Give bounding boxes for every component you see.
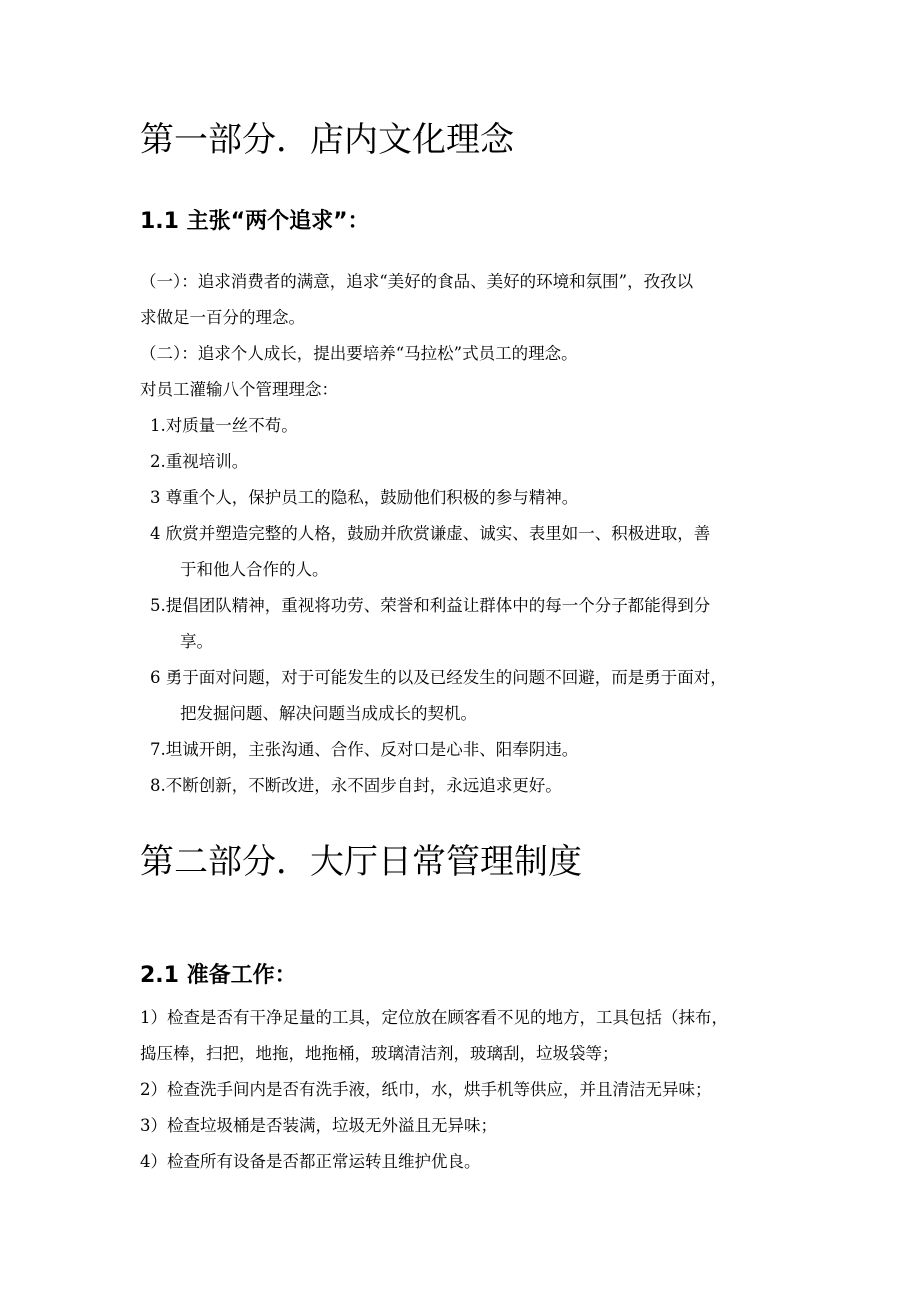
principle-item-5-cont: 享。 xyxy=(180,632,213,651)
paragraph-pursuit-1: （一）：追求消费者的满意，追求“美好的食品、美好的环境和氛围”，孜孜以 xyxy=(140,272,694,291)
principle-item-6-cont: 把发掘问题、解决问题当成成长的契机。 xyxy=(180,704,477,723)
principle-item-6: 6 勇于面对问题，对于可能发生的以及已经发生的问题不回避，而是勇于面对， xyxy=(150,668,727,687)
section-2-title: 第二部分．大厅日常管理制度 xyxy=(140,842,582,882)
principle-item-7: 7.坦诚开朗，主张沟通、合作、反对口是心非、阳奉阴违。 xyxy=(150,740,579,759)
prep-item-1: 1）检查是否有干净足量的工具，定位放在顾客看不见的地方，工具包括（抹布， xyxy=(140,1008,728,1027)
prep-item-4: 4）检查所有设备是否都正常运转且维护优良。 xyxy=(140,1152,481,1171)
prep-item-3: 3）检查垃圾桶是否装满，垃圾无外溢且无异味； xyxy=(140,1116,497,1135)
paragraph-pursuit-1-cont: 求做足一百分的理念。 xyxy=(140,308,305,327)
paragraph-eight-principles-intro: 对员工灌输八个管理理念： xyxy=(140,380,338,399)
section-1-title: 第一部分．店内文化理念 xyxy=(140,120,514,160)
paragraph-pursuit-2: （二）：追求个人成长，提出要培养“马拉松”式员工的理念。 xyxy=(140,344,578,363)
prep-item-2: 2）检查洗手间内是否有洗手液，纸巾，水，烘手机等供应，并且清洁无异味； xyxy=(140,1080,712,1099)
principle-item-8: 8.不断创新，不断改进，永不固步自封，永远追求更好。 xyxy=(150,776,562,795)
principle-item-5: 5.提倡团队精神，重视将功劳、荣誉和利益让群体中的每一个分子都能得到分 xyxy=(150,596,711,615)
prep-item-1-cont: 捣压棒，扫把，地拖，地拖桶，玻璃清洁剂，玻璃刮，垃圾袋等； xyxy=(140,1044,619,1063)
principle-item-3: 3 尊重个人，保护员工的隐私，鼓励他们积极的参与精神。 xyxy=(150,488,579,507)
principle-item-2: 2.重视培训。 xyxy=(150,452,249,471)
principle-item-1: 1.对质量一丝不苟。 xyxy=(150,416,298,435)
section-1-1-heading: 1.1 主张“两个追求”： xyxy=(140,209,370,234)
section-2-1-heading: 2.1 准备工作： xyxy=(140,963,297,988)
principle-item-4: 4 欣赏并塑造完整的人格，鼓励并欣赏谦虚、诚实、表里如一、积极进取，善 xyxy=(150,524,711,543)
principle-item-4-cont: 于和他人合作的人。 xyxy=(180,560,329,579)
